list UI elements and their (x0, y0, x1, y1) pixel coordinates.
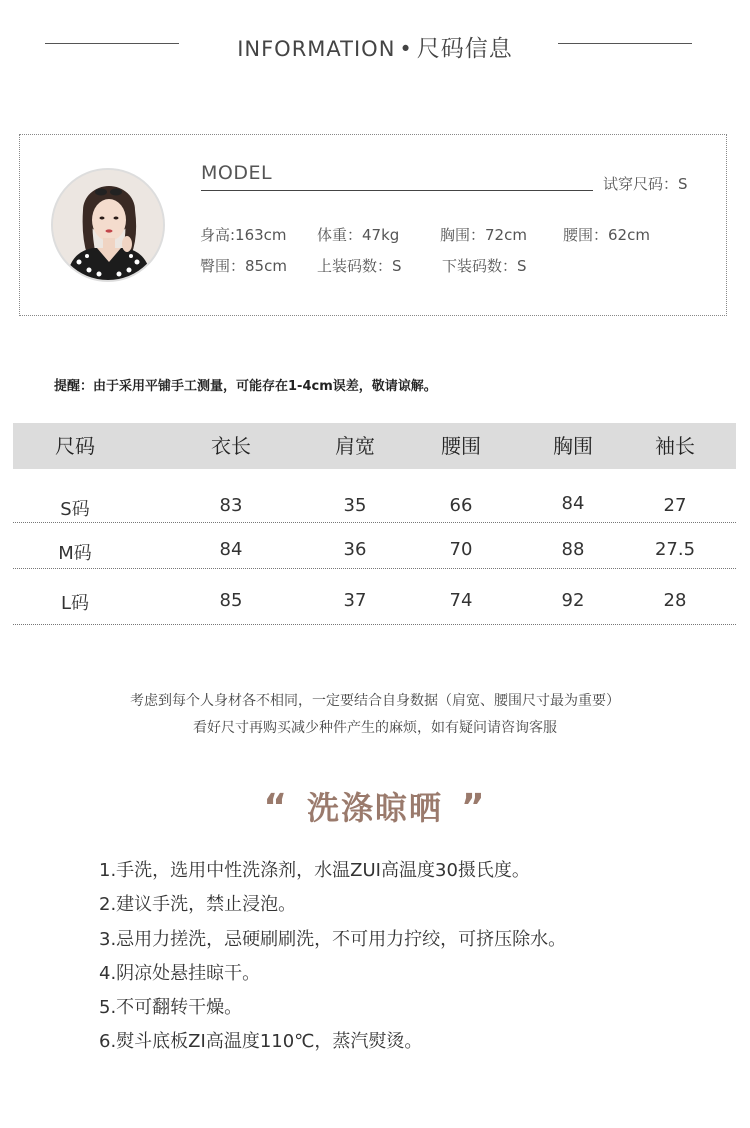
washing-item: 4.阴凉处悬挂晾干。 (99, 963, 261, 984)
cell-sleeve: 27 (663, 495, 687, 516)
cell-waist: 66 (449, 495, 473, 516)
washing-item: 6.熨斗底板ZI高温度110℃，蒸汽熨烫。 (99, 1031, 423, 1052)
table-row (13, 569, 736, 625)
open-quote: “ (263, 787, 289, 828)
col-header-length: 衣长 (211, 434, 251, 458)
stat-height: 身高:163cm (200, 226, 287, 244)
col-header-shoulder: 肩宽 (335, 434, 375, 458)
washing-item: 3.忌用力搓洗，忌硬刷刷洗，不可用力拧绞，可挤压除水。 (99, 929, 567, 950)
page-title (0, 30, 750, 63)
col-header-sleeve: 袖长 (655, 434, 695, 458)
stat-hip: 臀围：85cm (200, 257, 287, 275)
cell-shoulder: 35 (343, 495, 367, 516)
cell-shoulder: 36 (343, 539, 367, 560)
cell-size: S码 (60, 499, 90, 520)
washing-title (0, 783, 750, 829)
cell-shoulder: 37 (343, 590, 367, 611)
cell-bust: 84 (561, 493, 585, 514)
cell-size: M码 (58, 543, 92, 564)
model-label: MODEL (201, 162, 273, 184)
stat-weight: 体重：47kg (317, 226, 400, 244)
cell-length: 83 (219, 495, 243, 516)
stat-top-size: 上装码数：S (317, 257, 402, 275)
advice-line-2: 看好尺寸再购买减少种件产生的麻烦，如有疑问请咨询客服 (193, 720, 557, 736)
cell-length: 85 (219, 590, 243, 611)
size-table-header (13, 423, 736, 469)
advice-line-1: 考虑到每个人身材各不相同，一定要结合自身数据（肩宽、腰围尺寸最为重要） (130, 693, 620, 709)
stat-waist: 腰围：62cm (563, 226, 650, 244)
washing-item: 1.手洗，选用中性洗涤剂，水温ZUI高温度30摄氏度。 (99, 860, 530, 881)
cell-bust: 88 (561, 539, 585, 560)
cell-length: 84 (219, 539, 243, 560)
table-row (13, 477, 736, 523)
table-row (13, 523, 736, 569)
washing-title-text: 洗涤晾晒 (306, 789, 443, 827)
measurement-note: 提醒：由于采用平铺手工测量，可能存在1-4cm误差，敬请谅解。 (54, 379, 437, 394)
stat-bottom-size: 下装码数：S (442, 257, 527, 275)
washing-item: 5.不可翻转干燥。 (99, 997, 243, 1018)
title-cn: 尺码信息 (416, 36, 513, 62)
model-underline (201, 190, 593, 191)
model-card (19, 134, 727, 316)
cell-bust: 92 (561, 590, 585, 611)
cell-size: L码 (60, 593, 90, 614)
cell-sleeve: 28 (663, 590, 687, 611)
stat-bust: 胸围：72cm (440, 226, 527, 244)
title-separator: • (399, 37, 413, 61)
trial-size: 试穿尺码：S (603, 175, 688, 193)
cell-waist: 74 (449, 590, 473, 611)
washing-item: 2.建议手洗，禁止浸泡。 (99, 894, 297, 915)
col-header-waist: 腰围 (441, 434, 481, 458)
close-quote: ” (461, 787, 487, 828)
model-avatar (51, 168, 165, 282)
col-header-size: 尺码 (55, 434, 95, 458)
cell-sleeve: 27.5 (654, 539, 696, 560)
title-en: INFORMATION (237, 37, 396, 61)
cell-waist: 70 (449, 539, 473, 560)
col-header-bust: 胸围 (553, 434, 593, 458)
